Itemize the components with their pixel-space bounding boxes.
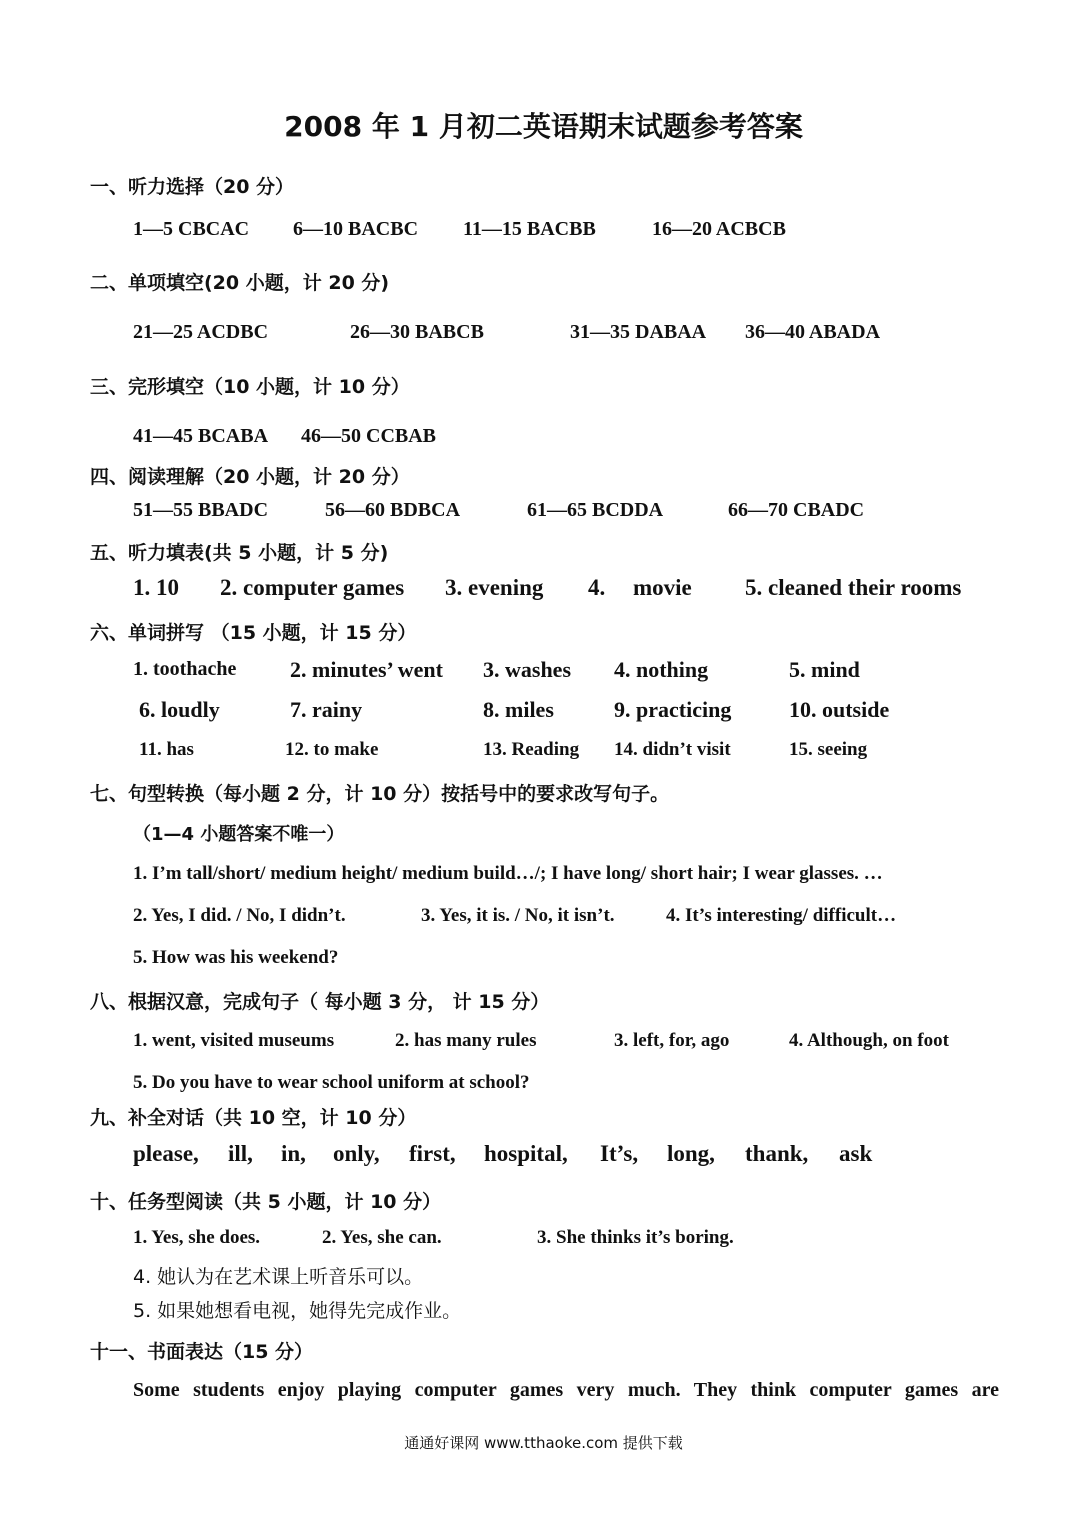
answer-item: 2. computer games: [220, 575, 405, 600]
section-8-heading: 八、根据汉意，完成句子（ 每小题 3 分， 计 15 分）: [90, 991, 550, 1013]
answer-word: only,: [333, 1141, 380, 1166]
answer-item: 13. Reading: [483, 739, 580, 760]
answer-word: ask: [839, 1141, 873, 1166]
answer-group: 61—65 BCDDA: [527, 499, 664, 521]
section-1-heading: 一、听力选择（20 分）: [90, 176, 295, 198]
answer-item: 4. It’s interesting/ difficult…: [666, 905, 897, 926]
section-5-heading: 五、听力填表(共 5 小题，计 5 分): [90, 542, 389, 564]
answer-item: 4. Although, on foot: [789, 1030, 949, 1051]
answer-line: 1. I’m tall/short/ medium height/ medium build…/; I have long/ short hair; I wear glasses. …: [133, 863, 883, 884]
answer-word: in,: [281, 1141, 306, 1166]
answer-item: 4.: [588, 575, 606, 600]
answer-line: 4. 她认为在艺术课上听音乐可以。: [133, 1266, 424, 1288]
answer-item: 2. has many rules: [395, 1030, 537, 1051]
answer-item: 8. miles: [483, 697, 554, 722]
answer-group: 31—35 DABAA: [570, 321, 707, 343]
answer-item: 4. nothing: [614, 657, 709, 682]
section-9-heading: 九、补全对话（共 10 空，计 10 分）: [90, 1107, 417, 1129]
section-7-note: （1—4 小题答案不唯一）: [133, 824, 345, 845]
answer-group: 21—25 ACDBC: [133, 321, 269, 343]
answer-word: please,: [133, 1141, 199, 1166]
answer-group: 41—45 BCABA: [133, 425, 269, 447]
section-4-heading: 四、阅读理解（20 小题，计 20 分）: [90, 466, 410, 488]
answer-item: 5. cleaned their rooms: [745, 575, 962, 600]
answer-item: 2. Yes, I did. / No, I didn’t.: [133, 905, 346, 926]
answer-group: 46—50 CCBAB: [301, 425, 437, 447]
answer-group: 36—40 ABADA: [745, 321, 881, 343]
answer-line: 5. How was his weekend?: [133, 947, 339, 968]
answer-group: 66—70 CBADC: [728, 499, 865, 521]
answer-group: 51—55 BBADC: [133, 499, 269, 521]
answer-item: movie: [633, 575, 692, 600]
answer-item: 3. washes: [483, 657, 572, 682]
answer-line: 5. Do you have to wear school uniform at school?: [133, 1072, 530, 1093]
answer-item: 3. She thinks it’s boring.: [537, 1227, 734, 1248]
answer-item: 12. to make: [285, 739, 379, 760]
answer-item: 1. Yes, she does.: [133, 1227, 261, 1248]
answer-group: 16—20 ACBCB: [652, 218, 786, 240]
section-10-heading: 十、任务型阅读（共 5 小题，计 10 分）: [90, 1191, 442, 1213]
section-2-heading: 二、单项填空(20 小题，计 20 分): [90, 272, 390, 294]
answer-item: 11. has: [139, 739, 194, 760]
answer-item: 7. rainy: [290, 697, 363, 722]
page-title: 2008 年 1 月初二英语期末试题参考答案: [284, 110, 803, 143]
section-3-heading: 三、完形填空（10 小题，计 10 分）: [90, 376, 410, 398]
answer-item: 14. didn’t visit: [614, 739, 731, 760]
answer-group: 11—15 BACBB: [463, 218, 596, 240]
answer-item: 6. loudly: [139, 697, 220, 722]
section-11-heading: 十一、书面表达（15 分）: [90, 1341, 314, 1363]
answer-item: 3. left, for, ago: [614, 1030, 730, 1051]
answer-group: 6—10 BACBC: [293, 218, 419, 240]
answer-word: thank,: [745, 1141, 809, 1166]
section-6-heading: 六、单词拼写 （15 小题，计 15 分）: [90, 622, 417, 644]
answer-group: 56—60 BDBCA: [325, 499, 461, 521]
answer-item: 2. minutes’ went: [290, 657, 443, 682]
answer-item: 15. seeing: [789, 739, 868, 760]
answer-item: 2. Yes, she can.: [322, 1227, 442, 1248]
answer-line: 5. 如果她想看电视，她得先完成作业。: [133, 1300, 462, 1322]
answer-word: long,: [667, 1141, 715, 1166]
answer-item: 3. Yes, it is. / No, it isn’t.: [421, 905, 615, 926]
answer-item: 10. outside: [789, 697, 890, 722]
answer-item: 1. went, visited museums: [133, 1030, 335, 1051]
answer-word: ill,: [228, 1141, 253, 1166]
answer-word: It’s,: [600, 1141, 639, 1166]
section-7-heading: 七、句型转换（每小题 2 分，计 10 分）按括号中的要求改写句子。: [90, 783, 670, 805]
answer-group: 1—5 CBCAC: [133, 218, 250, 240]
answer-word: hospital,: [484, 1141, 568, 1166]
answer-word: first,: [409, 1141, 456, 1166]
answer-item: 3. evening: [445, 575, 544, 600]
essay-text: Some students enjoy playing computer games very much. They think computer games are: [133, 1379, 999, 1401]
answer-item: 1. toothache: [133, 658, 237, 680]
footer-source: 通通好课网 www.tthaoke.com 提供下载: [404, 1434, 683, 1452]
answer-item: 9. practicing: [614, 697, 732, 722]
answer-item: 5. mind: [789, 657, 860, 682]
answer-item: 1. 10: [133, 575, 179, 600]
answer-group: 26—30 BABCB: [350, 321, 484, 343]
